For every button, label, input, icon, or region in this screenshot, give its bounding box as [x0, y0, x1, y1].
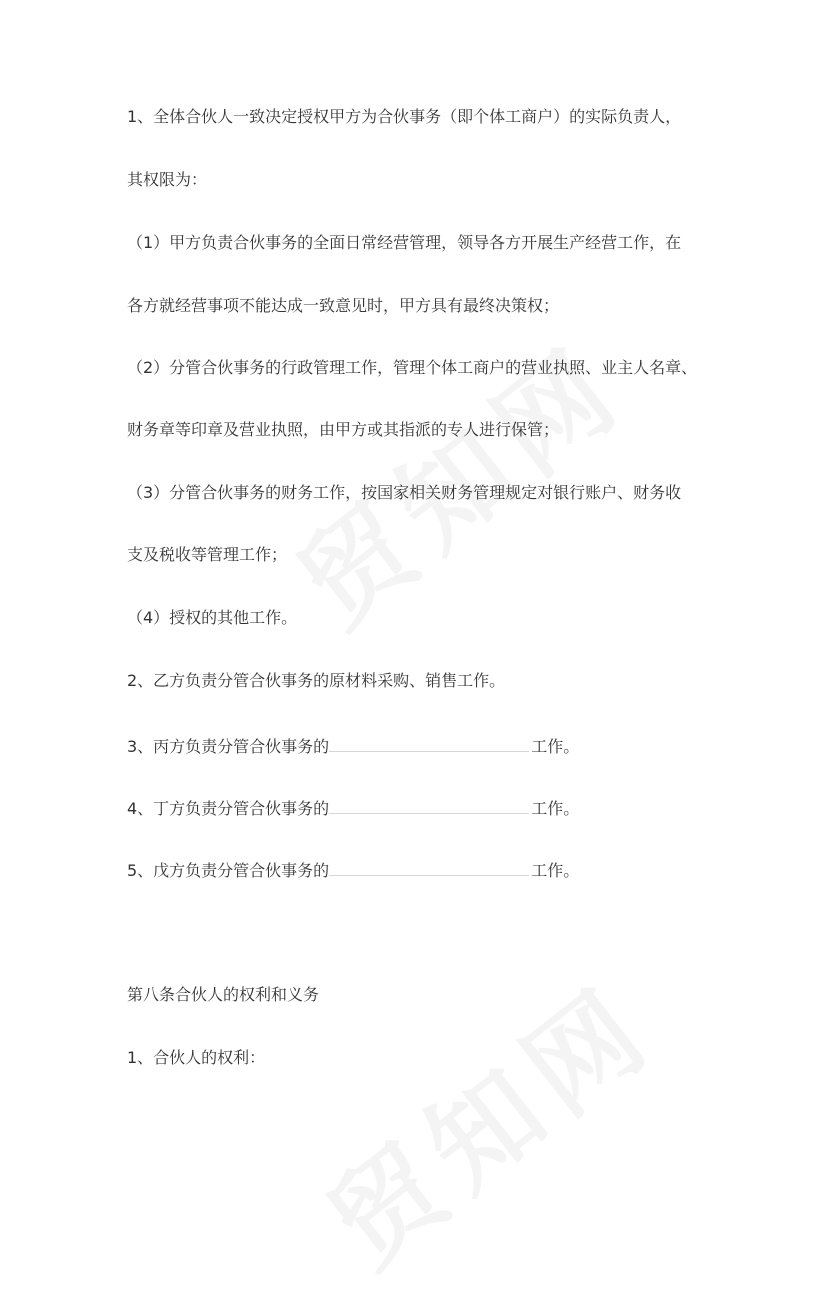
blank-underline	[329, 857, 529, 876]
paragraph-line: （2）分管合伙事务的行政管理工作，管理个体工商户的营业执照、业主人名章、	[127, 358, 698, 377]
paragraph-line: 支及税收等管理工作；	[127, 545, 288, 564]
paragraph-line: 各方就经营事项不能达成一致意见时，甲方具有最终决策权；	[127, 296, 560, 315]
paragraph-line: （4）授权的其他工作。	[127, 608, 298, 627]
watermark	[291, 942, 681, 1296]
fill-in-prefix: 3、丙方负责分管合伙事务的	[127, 737, 330, 756]
fill-in-suffix: 工作。	[531, 799, 580, 818]
blank-underline	[329, 795, 529, 814]
paragraph-line: 财务章等印章及营业执照，由甲方或其指派的专人进行保管；	[127, 420, 560, 439]
fill-in-prefix: 4、丁方负责分管合伙事务的	[127, 799, 330, 818]
fill-in-line	[127, 857, 579, 882]
fill-in-line	[127, 733, 579, 758]
blank-underline	[329, 733, 529, 752]
section-title: 第八条合伙人的权利和义务	[127, 985, 320, 1004]
fill-in-suffix: 工作。	[531, 861, 580, 880]
fill-in-suffix: 工作。	[531, 737, 580, 756]
watermark	[261, 302, 651, 656]
paragraph-line: （3）分管合伙事务的财务工作，按国家相关财务管理规定对银行账户、财务收	[127, 483, 682, 502]
fill-in-line	[127, 795, 579, 820]
paragraph-line: 1、全体合伙人一致决定授权甲方为合伙事务（即个体工商户）的实际负责人，	[127, 107, 682, 126]
paragraph-line: （1）甲方负责合伙事务的全面日常经营管理，领导各方开展生产经营工作，在	[127, 233, 682, 252]
paragraph-line: 其权限为：	[127, 170, 208, 189]
paragraph-line: 2、乙方负责分管合伙事务的原材料采购、销售工作。	[127, 671, 506, 690]
subheading: 1、合伙人的权利：	[127, 1048, 266, 1067]
fill-in-prefix: 5、戊方负责分管合伙事务的	[127, 861, 330, 880]
